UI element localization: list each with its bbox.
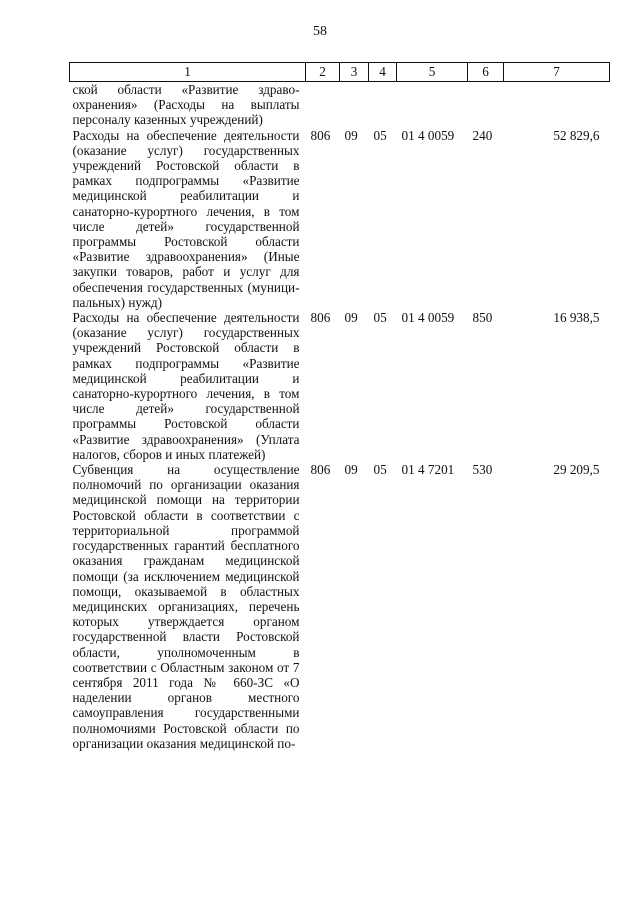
row-ministry-code: 806 <box>310 127 331 143</box>
row-subsection-code: 05 <box>373 127 387 143</box>
row-ministry-code: 806 <box>310 310 331 326</box>
header-col-2: 2 <box>306 63 340 82</box>
row-subsection-code: 05 <box>373 462 387 478</box>
row-expense-type-code: 240 <box>472 127 493 143</box>
table-row <box>70 310 610 462</box>
row-target-code: 01 4 0059 <box>401 310 455 326</box>
row-ministry-code: 806 <box>310 462 331 478</box>
row-amount: 29 209,5 <box>553 462 600 478</box>
row-section-code <box>340 82 369 128</box>
table-row <box>70 82 610 128</box>
row-target-code <box>397 82 468 128</box>
row-amount: 16 938,5 <box>553 310 600 326</box>
row-amount <box>504 82 610 128</box>
header-col-4: 4 <box>369 63 397 82</box>
header-col-1: 1 <box>70 63 306 82</box>
row-subsection-code <box>369 82 397 128</box>
table-row <box>70 462 610 751</box>
row-section-code: 09 <box>344 310 358 326</box>
row-target-code: 01 4 7201 <box>401 462 455 478</box>
header-col-7: 7 <box>504 63 610 82</box>
row-subsection-code: 05 <box>373 310 387 326</box>
row-description: Расходы на обеспечение деятельности (оказание услуг) государственных учреждений Ростовской области в рамках подпрограммы «Развитие медицинской реабилитации и санаторно-курортного лечения, в том числе детей» государственной программы Ростовской области «Развитие здравоохранения» (Иные закупки товаров, работ и услуг для обеспечения государственных (муниципальных) нужд) <box>72 127 300 310</box>
header-col-6: 6 <box>468 63 504 82</box>
row-description: Расходы на обеспечение деятельности (оказание услуг) государственных учреждений Ростовской области в рамках подпрограммы «Развитие медицинской реабилитации и санаторно-курортного лечения, в том числе детей» государственной программы Ростовской области «Развитие здравоохранения» (Уплата налогов, сборов и иных платежей) <box>72 310 300 462</box>
table-header-row <box>70 63 610 82</box>
row-description: ской области «Развитие здравоохранения» (Расходы на выплаты персоналу казенных учреждений) <box>72 82 300 128</box>
row-expense-type-code <box>468 82 504 128</box>
row-section-code: 09 <box>344 127 358 143</box>
header-col-5: 5 <box>397 63 468 82</box>
row-expense-type-code: 850 <box>472 310 493 326</box>
row-section-code: 09 <box>344 462 358 478</box>
row-ministry-code <box>306 82 340 128</box>
budget-table <box>69 62 610 751</box>
row-amount: 52 829,6 <box>553 127 600 143</box>
row-description: Субвенция на осуществление полномочий по организации оказания медицинской помощи на территории Ростовской области в соответствии с территориальной программой государственных гарантий бесплатного оказания гражданам медицинской помощи (за исключением медицинской помощи, оказываемой в областных медицинских организациях, перечень которых утверждается органом государственной власти Ростовской области, уполномоченным в соответствии с Областным законом от 7 сентября 2011 года № 660-ЗС «О наделении органов местного самоуправления государственными полномочиями Ростовской области по организации оказания медицинской по- <box>72 462 300 751</box>
table-row <box>70 128 610 310</box>
row-target-code: 01 4 0059 <box>401 127 455 143</box>
row-expense-type-code: 530 <box>472 462 493 478</box>
header-col-3: 3 <box>340 63 369 82</box>
page-number: 58 <box>313 24 327 39</box>
